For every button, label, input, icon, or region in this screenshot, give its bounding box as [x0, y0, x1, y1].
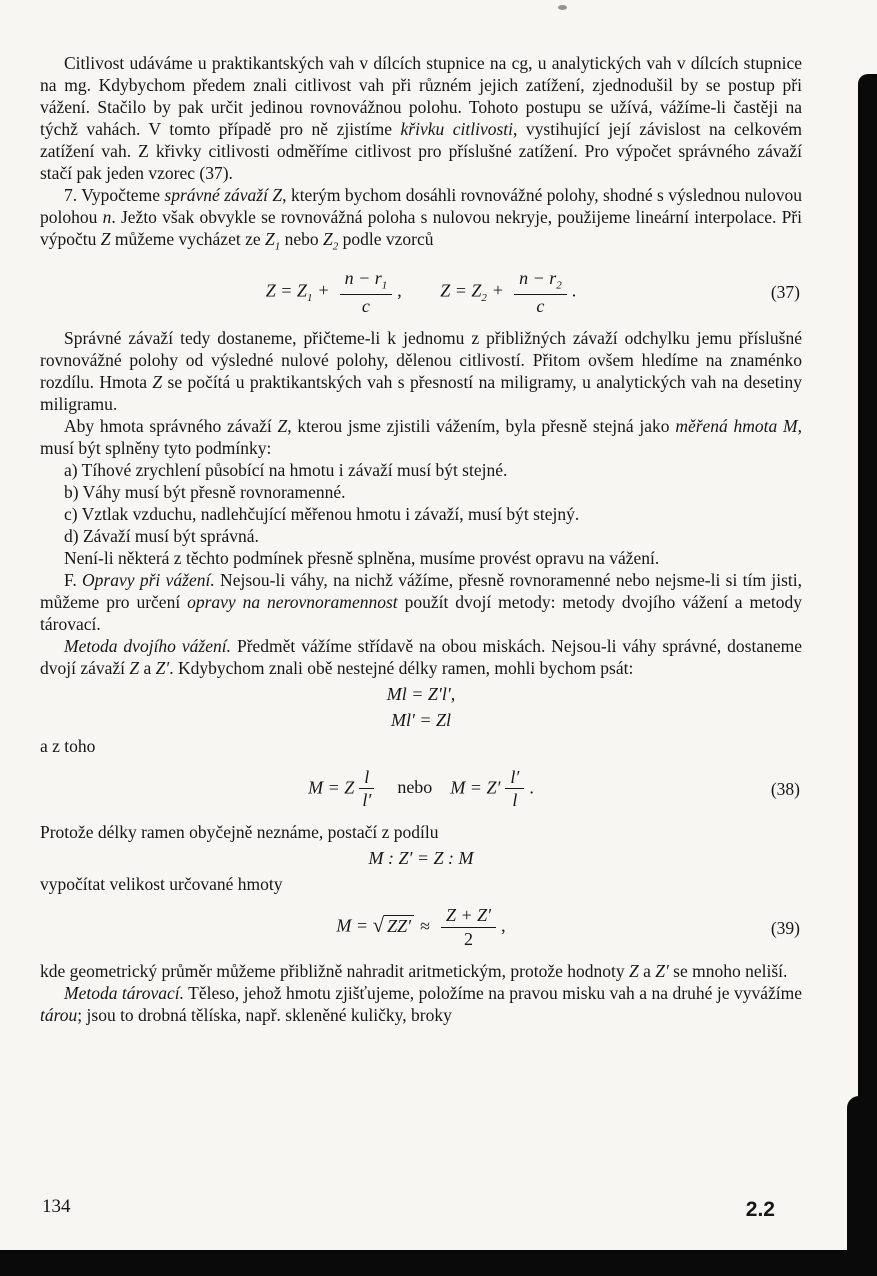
math-run: Z = Z — [440, 280, 482, 301]
italic-run: křivku citlivosti — [400, 119, 514, 139]
italic-run: opravy na nerovnoramennost — [187, 591, 398, 612]
equation-number: (37) — [770, 282, 800, 303]
scan-artifact — [558, 5, 567, 10]
subscript: 1 — [274, 240, 281, 253]
subscript: 2 — [481, 291, 487, 304]
italic-run: Z′ — [155, 657, 170, 678]
text-run: Citlivost udáváme u praktikantských vah v dílcích stupnice na cg, u analytických vah v dílcích stupnice na mg. Kdybychom předem znali citlivost vah při různém jejich zatížení, zjednodušil by se postup při vážení. Stačilo by pak určit jedinou rovnovážnou polohu. Tohoto postupu se užívá, vážíme-li častěji na týchž vahách. V tomto případě pro ně zjistíme — [40, 53, 802, 139]
text-run: , vystihující její závislost na celkovém zatížení vah. Z křivky citlivosti odměříme citlivost pro příslušné zatížení. Pro výpočet správného závaží stačí pak jeden vzorec (37). — [40, 119, 803, 183]
fraction-numerator: l′ — [505, 768, 524, 790]
paragraph-vypocteme — [40, 184, 802, 258]
fraction-denominator: c — [536, 295, 545, 316]
italic-run: Z — [100, 229, 111, 249]
formula-39 — [40, 906, 802, 949]
text-run: Předmět vážíme střídavě na obou miskách. Nejsou-li váhy správné, dostaneme dvojí závaží — [40, 635, 803, 678]
fraction-numerator: $n - r_2$ — [514, 269, 567, 295]
text-run: Správné závaží tedy dostaneme, přičteme-li k jednomu z přibližných závaží odchylku jemu příslušné rovnovážné polohy od výsledné nulové polohy, dělenou citlivostí. Přitom ovšem hledíme na znaménko rozdílu. Hmota — [40, 327, 802, 392]
radical-sign: √ — [372, 912, 385, 937]
italic-run: Z — [129, 657, 140, 678]
equation-number: (39) — [770, 917, 800, 938]
text-run: podle vzorců — [338, 229, 434, 249]
italic-run: n — [102, 207, 112, 227]
paragraph-neni-li: Není-li některá z těchto podmínek přesně splněna, musíme provést opravu na vážení. — [64, 547, 660, 568]
plus-operator: + — [492, 280, 504, 301]
text-run: Aby hmota správného závaží — [64, 415, 278, 436]
text-run: Nejsou-li váhy, na nichž vážíme, přesně rovnoramenné nebo nejsme-li si tím jisti, můžeme pro určení — [40, 569, 802, 612]
text-run: , musí být splněny tyto podmínky: — [40, 415, 803, 458]
formula-38 — [40, 768, 802, 811]
equation-number: (38) — [770, 778, 800, 799]
fraction-denominator: 2 — [464, 929, 473, 950]
equation-z2 — [440, 269, 576, 316]
list-item-c: c) Vztlak vzduchu, nadlehčující měřenou hmotu i závaží, musí být stejný. — [64, 503, 580, 524]
equation-m1 — [308, 768, 379, 811]
text-run: Těleso, jehož hmotu zjišťujeme, položíme na pravou misku vah a na druhé je vyvážíme — [183, 983, 802, 1004]
formula-37 — [40, 269, 802, 316]
page-text-column — [40, 52, 802, 1026]
period: . — [529, 777, 534, 798]
list-item-b: b) Váhy musí být přesně rovnoramenné. — [64, 481, 346, 502]
text-run: kde geometrický průměr můžeme přibližně nahradit aritmetickým, protože hodnoty — [40, 961, 629, 982]
italic-run: Z — [277, 415, 288, 436]
paragraph-spravne-zavazi — [40, 327, 802, 415]
comma: , — [501, 915, 506, 936]
paragraph-protoze: Protože délky ramen obyčejně neznáme, postačí z podílu — [40, 822, 439, 843]
comma: , — [397, 280, 402, 301]
list-item-d: d) Závaží musí být správná. — [64, 525, 259, 546]
fraction — [359, 768, 374, 811]
fraction — [514, 269, 567, 316]
fraction-denominator: c — [361, 295, 370, 316]
fraction-denominator: l′ — [362, 790, 372, 811]
period: . — [571, 280, 577, 301]
italic-run: měřená hmota M — [675, 415, 798, 436]
italic-run: Z — [152, 371, 163, 392]
paragraph-metoda-dvojiho-vazeni — [40, 635, 802, 679]
section-number: 2.2 — [745, 1198, 775, 1221]
plus-operator: + — [318, 280, 329, 301]
text-run: , kterou jsme zjistili vážením, byla přesně stejná jako — [287, 415, 676, 436]
fraction-numerator: $n - r_1$ — [340, 269, 393, 295]
radicand: ZZ′ — [384, 915, 414, 936]
text-run: se počítá u praktikantských vah s přesností na miligramy, u analytických vah na desetiny miligramu. — [40, 371, 802, 414]
math-run: M = Z — [308, 777, 355, 798]
math-run: Z = Z — [265, 280, 307, 301]
text-run: použít dvojí metody: metody dvojího vážení a metody tárovací. — [40, 591, 802, 634]
fraction-denominator: l — [512, 790, 518, 811]
italic-run: správné závaží Z — [164, 185, 283, 205]
italic-run: Z′ — [655, 961, 669, 982]
italic-run: tárou — [40, 1005, 78, 1026]
italic-run: Z — [323, 229, 333, 249]
square-root — [372, 912, 415, 937]
text-run: , kterým bychom dosáhli rovnovážné polohy, shodné s výslednou nulovou polohou — [40, 185, 803, 227]
italic-run: Z — [628, 961, 639, 982]
text-run: F. — [64, 569, 83, 590]
equation-geometric-mean — [336, 906, 505, 949]
text-run: a — [139, 657, 156, 678]
fraction — [441, 906, 496, 949]
list-item-a: a) Tíhové zrychlení působící na hmotu i závaží musí být stejné. — [64, 459, 508, 480]
text-run: nebo — [280, 229, 324, 249]
fraction — [340, 269, 393, 316]
paragraph-a-z-toho: a z toho — [40, 735, 96, 756]
italic-run: Z — [265, 229, 275, 249]
fraction-numerator: Z + Z′ — [441, 906, 496, 928]
italic-run: Metoda dvojího vážení. — [64, 635, 231, 656]
text-run: 7. Vypočteme — [64, 185, 165, 205]
scan-edge-right-lower — [847, 1096, 877, 1276]
paragraph-kde-geometricky — [40, 960, 802, 982]
math-run: M = — [336, 915, 373, 936]
paragraph-citlivost — [40, 52, 802, 184]
italic-run: Opravy při vážení. — [82, 569, 215, 590]
paragraph-podminky-intro — [40, 415, 802, 459]
text-run: . Kdybychom znali obě nestejné délky ramen, mohli bychom psát: — [169, 657, 634, 678]
subscript: 1 — [306, 291, 313, 304]
paragraph-opravy — [40, 569, 802, 635]
equation-ml-2: Ml′ = Zl — [390, 709, 452, 730]
paragraph-vypocitat: vypočítat velikost určované hmoty — [40, 874, 283, 895]
subscript: 1 — [381, 279, 388, 292]
equation-m2 — [450, 768, 534, 811]
text-run: a — [638, 961, 656, 982]
math-run: M = Z′ — [450, 777, 501, 798]
subscript: 2 — [332, 240, 339, 253]
text-run: . Ježto však obvykle se rovnovážná poloha s nulovou nekryje, použijeme lineární interpolace. Při výpočtu — [40, 207, 802, 249]
subscript: 2 — [556, 279, 562, 292]
text-run: ; jsou to drobná tělíska, např. skleněné kuličky, broky — [77, 1005, 452, 1026]
fraction — [505, 768, 524, 811]
paragraph-metoda-tarovaci — [40, 982, 802, 1026]
fraction-numerator: l — [359, 768, 374, 790]
text-run: se mnoho neliší. — [668, 961, 788, 982]
scan-edge-bottom — [0, 1250, 877, 1276]
page-number: 134 — [42, 1196, 71, 1217]
approx-operator: ≈ — [420, 915, 430, 936]
equation-z1 — [266, 269, 402, 316]
text-run: můžeme vycházet ze — [110, 229, 265, 249]
equation-ratio: M : Z′ = Z : M — [368, 848, 474, 869]
italic-run: Metoda tárovací. — [64, 983, 184, 1004]
equation-ml-1: Ml = Z′l′, — [386, 683, 456, 704]
word-nebo: nebo — [397, 777, 433, 798]
